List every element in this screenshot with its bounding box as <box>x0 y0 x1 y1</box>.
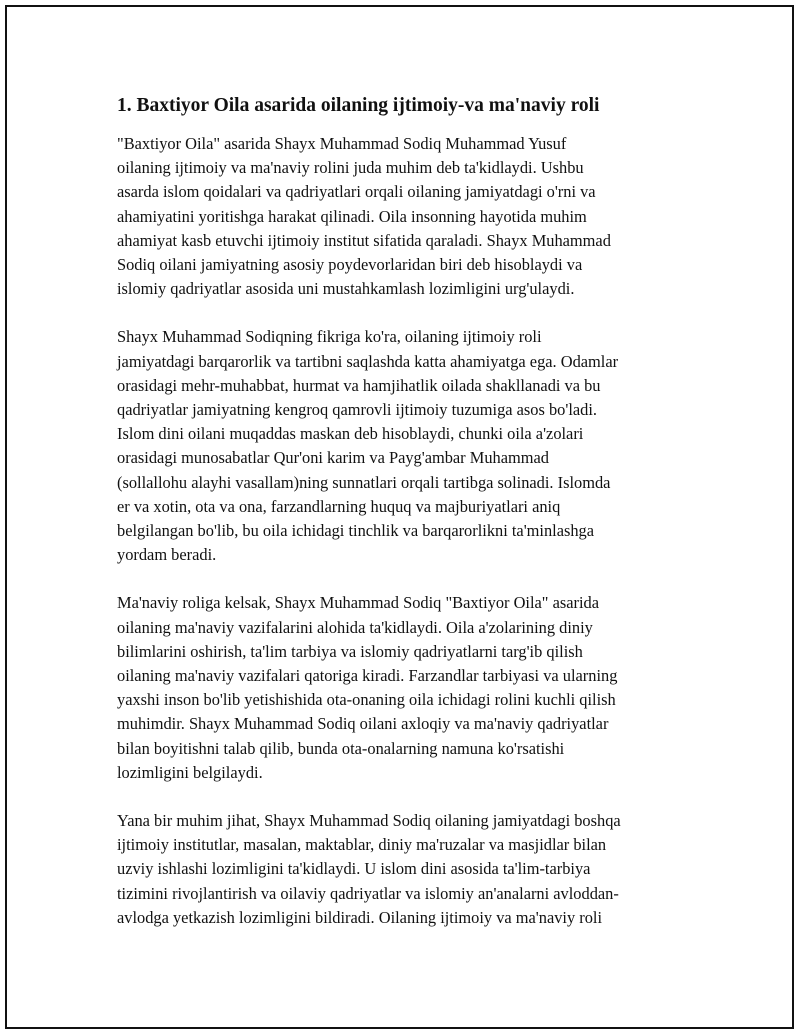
section-title: 1. Baxtiyor Oila asarida oilaning ijtimoiy-va ma'naviy roli <box>117 95 600 116</box>
text-line: bilan boyitishni talab qilib, bunda ota-onalarning namuna ko'rsatishi <box>117 738 565 758</box>
text-line: oilaning ma'naviy vazifalarini alohida ta'kidlaydi. Oila a'zolarining diniy <box>117 617 593 637</box>
text-line: ijtimoiy institutlar, masalan, maktablar, diniy ma'ruzalar va masjidlar bilan <box>117 835 607 855</box>
text-line: bilimlarini oshirish, ta'lim tarbiya va islomiy qadriyatlarni targ'ib qilish <box>117 641 583 661</box>
document-body <box>117 94 677 954</box>
paragraph-3 <box>117 591 677 785</box>
text-line: Shayx Muhammad Sodiqning fikriga ko'ra, oilaning ijtimoiy roli <box>117 327 542 347</box>
text-line: Yana bir muhim jihat, Shayx Muhammad Sodiq oilaning jamiyatdagi boshqa <box>117 811 621 831</box>
text-line: lozimligini belgilaydi. <box>117 762 263 782</box>
text-line: yaxshi inson bo'lib yetishishida ota-onaning oila ichidagi rolini kuchli qilish <box>117 690 616 710</box>
text-line: orasidagi munosabatlar Qur'oni karim va Payg'ambar Muhammad <box>117 448 549 468</box>
text-line: Sodiq oilani jamiyatning asosiy poydevorlaridan biri deb hisoblaydi va <box>117 255 583 275</box>
text-line: yordam beradi. <box>117 545 217 565</box>
paragraph-4 <box>117 809 677 930</box>
text-line: asarda islom qoidalari va qadriyatlari orqali oilaning jamiyatdagi o'rni va <box>117 182 596 202</box>
text-line: (sollallohu alayhi vasallam)ning sunnatlari orqali tartibga solinadi. Islomda <box>117 472 611 492</box>
text-line: avlodga yetkazish lozimligini bildiradi. Oilaning ijtimoiy va ma'naviy roli <box>117 907 603 927</box>
text-line: uzviy ishlashi lozimligini ta'kidlaydi. U islom dini asosida ta'lim-tarbiya <box>117 859 591 879</box>
text-line: islomiy qadriyatlar asosida uni mustahkamlash lozimligini urg'ulaydi. <box>117 279 575 299</box>
text-line: oilaning ijtimoiy va ma'naviy rolini juda muhim deb ta'kidlaydi. Ushbu <box>117 158 584 178</box>
text-line: qadriyatlar jamiyatning kengroq qamrovli ijtimoiy tuzumiga asos bo'ladi. <box>117 400 598 420</box>
text-line: belgilangan bo'lib, bu oila ichidagi tinchlik va barqarorlikni ta'minlashga <box>117 521 595 541</box>
text-line: oilaning ma'naviy vazifalari qatoriga kiradi. Farzandlar tarbiyasi va ularning <box>117 666 618 686</box>
text-line: jamiyatdagi barqarorlik va tartibni saqlashda katta ahamiyatga ega. Odamlar <box>117 351 619 371</box>
text-line: orasidagi mehr-muhabbat, hurmat va hamjihatlik oilada shakllanadi va bu <box>117 375 601 395</box>
text-line: "Baxtiyor Oila" asarida Shayx Muhammad Sodiq Muhammad Yusuf <box>117 134 567 153</box>
text-line: ahamiyatini yoritishga harakat qilinadi. Oila insonning hayotida muhim <box>117 206 587 226</box>
text-line: Islom dini oilani muqaddas maskan deb hisoblaydi, chunki oila a'zolari <box>117 424 584 444</box>
text-line: tizimini rivojlantirish va oilaviy qadriyatlar va islomiy an'analarni avloddan- <box>117 883 619 903</box>
paragraph-2 <box>117 325 677 567</box>
text-line: muhimdir. Shayx Muhammad Sodiq oilani axloqiy va ma'naviy qadriyatlar <box>117 714 609 734</box>
text-line: er va xotin, ota va ona, farzandlarning huquq va majburiyatlari aniq <box>117 496 561 516</box>
text-line: Ma'naviy roliga kelsak, Shayx Muhammad Sodiq "Baxtiyor Oila" asarida <box>117 593 600 613</box>
paragraph-1 <box>117 132 677 301</box>
text-line: ahamiyat kasb etuvchi ijtimoiy institut sifatida qaraladi. Shayx Muhammad <box>117 230 611 250</box>
